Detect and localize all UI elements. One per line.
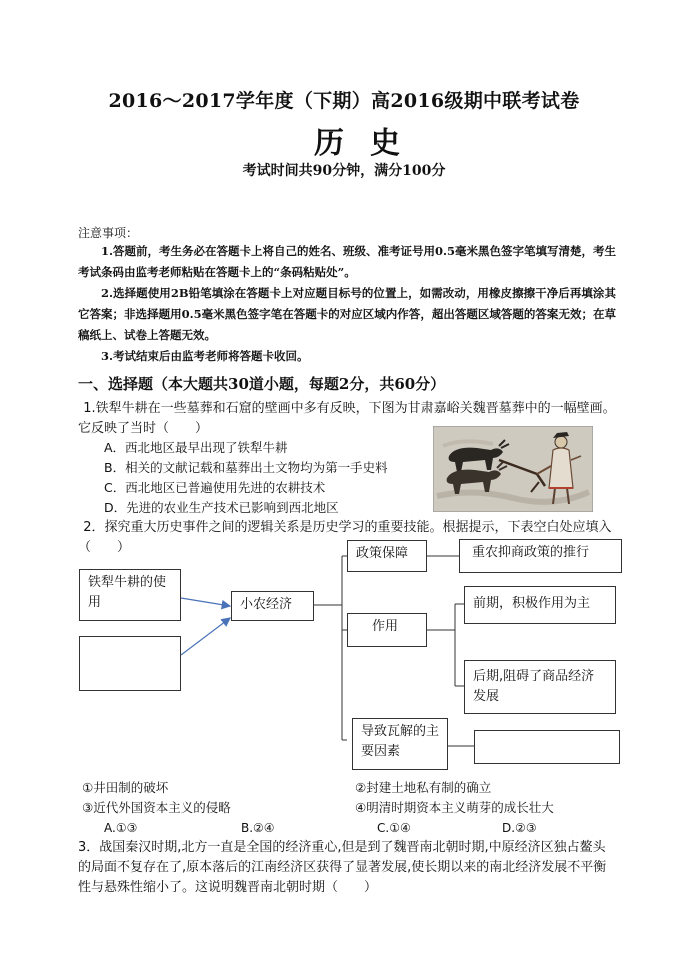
question-2-item-2: ②封建土地私有制的确立: [355, 780, 492, 795]
box-collapse-factor: 导致瓦解的主要因素: [352, 718, 448, 770]
notice-item-1: 1.答题前，考生务必在答题卡上将自己的姓名、班级、准考证号用0.5毫米黑色签字笔填写清楚，考生考试条码由监考老师粘贴在答题卡上的“条码粘贴处”。: [78, 244, 617, 279]
notice-item-3: 3.考试结束后由监考老师将答题卡收回。: [101, 349, 309, 363]
question-3-stem: 3．战国秦汉时期,北方一直是全国的经济重心,但是到了魏晋南北朝时期,中原经济区独占鳌头的局面不复存在了,原本落后的江南经济区获得了显著发展,使长期以来的南北经济发展不平衡性与悬殊性缩小了。这说明魏晋南北朝时期（ ）: [78, 840, 607, 895]
question-2-stem: 2．探究重大历史事件之间的逻辑关系是历史学习的重要技能。根据提示，下表空白处应填入（ ）: [78, 520, 612, 555]
question-2-item-4: ④明清时期资本主义萌芽的成长壮大: [355, 800, 554, 815]
question-2-choice-a: A.①③: [104, 821, 138, 835]
subject-title: 历史: [314, 126, 426, 161]
question-1-stem: 1.铁犁牛耕在一些墓葬和石窟的壁画中多有反映，下图为甘肃嘉峪关魏晋墓葬中的一幅壁画。它反映了当时（ ）: [78, 401, 616, 436]
exam-info: 考试时间共90分钟，满分100分: [242, 163, 446, 179]
question-1-option-a: A．西北地区最早出现了铁犁牛耕: [104, 440, 288, 455]
question-2-item-3: ③近代外国资本主义的侵略: [82, 800, 231, 815]
question-1-option-c: C．西北地区已普遍使用先进的农耕技术: [104, 480, 326, 495]
notice-heading: 注意事项：: [78, 226, 139, 240]
box-small-farm-economy: 小农经济: [231, 591, 314, 621]
notice-item-2: 2.选择题使用2B铅笔填涂在答题卡上对应题目标号的位置上，如需改动，用橡皮擦擦干净后再填涂其它答案；非选择题用0.5毫米黑色签字笔在答题卡的对应区域内作答，超出答题区域答题的答案无效；在草稿纸上、试卷上答题无效。: [78, 286, 616, 342]
box-iron-plough: 铁犁牛耕的使用: [79, 569, 181, 621]
question-2-choice-c: C.①④: [377, 821, 411, 835]
box-early-period: 前期，积极作用为主: [464, 586, 616, 624]
question-2-choice-d: D.②③: [502, 821, 537, 835]
section-heading: 一、选择题（本大题共30道小题，每题2分，共60分）: [78, 375, 446, 393]
box-policy: 政策保障: [347, 540, 427, 572]
box-policy-detail: 重农抑商政策的推行: [459, 539, 622, 573]
box-blank-collapse: [474, 730, 620, 764]
box-late-period: 后期,阻碍了商品经济发展: [464, 660, 616, 714]
question-1-option-b: B．相关的文献记载和墓葬出土文物均为第一手史料: [104, 460, 388, 475]
question-1-option-d: D．先进的农业生产技术已影响到西北地区: [104, 500, 339, 515]
question-2-item-1: ①井田制的破坏: [82, 780, 169, 795]
box-blank-cause: [79, 636, 181, 691]
box-effect: 作用: [347, 613, 427, 647]
exam-title: 2016～2017学年度（下期）高2016级期中联考试卷: [108, 90, 580, 112]
question-2-choice-b: B.②④: [241, 821, 275, 835]
